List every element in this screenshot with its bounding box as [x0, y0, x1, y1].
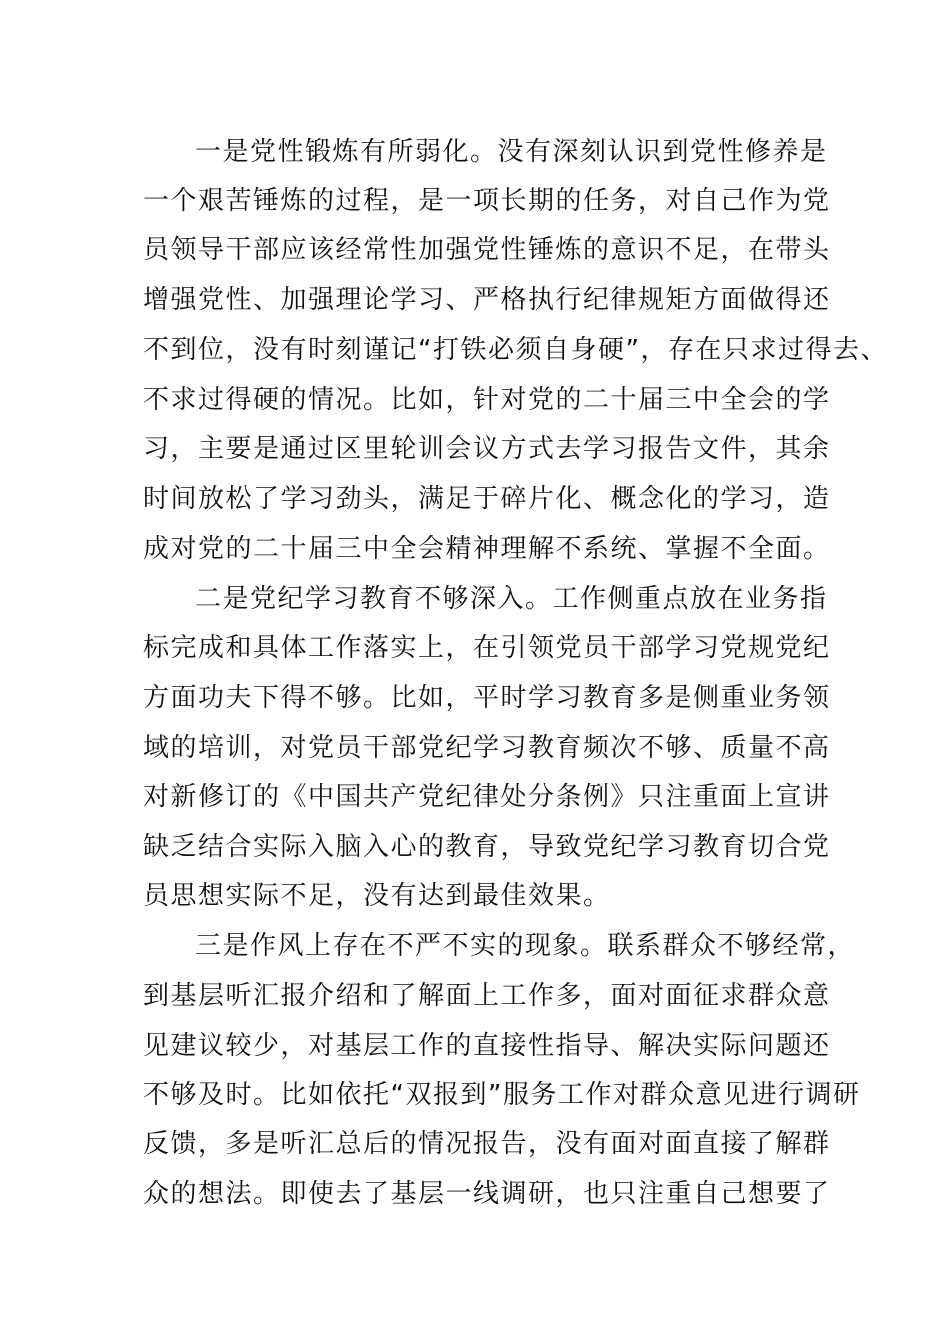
paragraph-3-line-4: 不够及时。比如依托“双报到”服务工作对群众意见进行调研: [143, 1080, 861, 1110]
paragraph-1-line-6: 不求过得硬的情况。比如，针对党的二十届三中全会的学: [143, 385, 831, 415]
paragraph-1-line-1: 一是党性锻炼有所弱化。没有深刻认识到党性修养是: [195, 137, 828, 167]
paragraph-1-line-8: 时间放松了学习劲头，满足于碎片化、概念化的学习，造: [143, 484, 831, 514]
paragraph-3-line-5: 反馈，多是听汇总后的情况报告，没有面对面直接了解群: [143, 1129, 831, 1159]
paragraph-3-line-3: 见建议较少，对基层工作的直接性指导、解决实际问题还: [143, 1031, 831, 1061]
paragraph-1-line-7: 习，主要是通过区里轮训会议方式去学习报告文件，其余: [143, 434, 831, 464]
paragraph-2-line-1: 二是党纪学习教育不够深入。工作侧重点放在业务指: [195, 584, 828, 614]
paragraph-2-line-3: 方面功夫下得不够。比如，平时学习教育多是侧重业务领: [143, 683, 831, 713]
paragraph-2-line-7: 员思想实际不足，没有达到最佳效果。: [143, 881, 611, 911]
paragraph-1-line-5: 不到位，没有时刻谨记“打铁必须自身硬”，存在只求过得去、: [143, 335, 888, 365]
paragraph-2-line-2: 标完成和具体工作落实上，在引领党员干部学习党规党纪: [143, 633, 831, 663]
paragraph-1-line-3: 员领导干部应该经常性加强党性锤炼的意识不足，在带头: [143, 235, 831, 265]
paragraph-1-line-9: 成对党的二十届三中全会精神理解不系统、掌握不全面。: [143, 534, 831, 564]
paragraph-2-line-6: 缺乏结合实际入脑入心的教育，导致党纪学习教育切合党: [143, 832, 831, 862]
paragraph-3-line-1: 三是作风上存在不严不实的现象。联系群众不够经常，: [195, 931, 856, 961]
paragraph-3-line-2: 到基层听汇报介绍和了解面上工作多，面对面征求群众意: [143, 981, 831, 1011]
paragraph-3-line-6: 众的想法。即使去了基层一线调研，也只注重自己想要了: [143, 1179, 831, 1209]
paragraph-2-line-4: 域的培训，对党员干部党纪学习教育频次不够、质量不高: [143, 733, 831, 763]
paragraph-1-line-2: 一个艰苦锤炼的过程，是一项长期的任务，对自己作为党: [143, 186, 831, 216]
paragraph-1-line-4: 增强党性、加强理论学习、严格执行纪律规矩方面做得还: [143, 285, 831, 315]
paragraph-2-line-5: 对新修订的《中国共产党纪律处分条例》只注重面上宣讲: [143, 782, 831, 812]
